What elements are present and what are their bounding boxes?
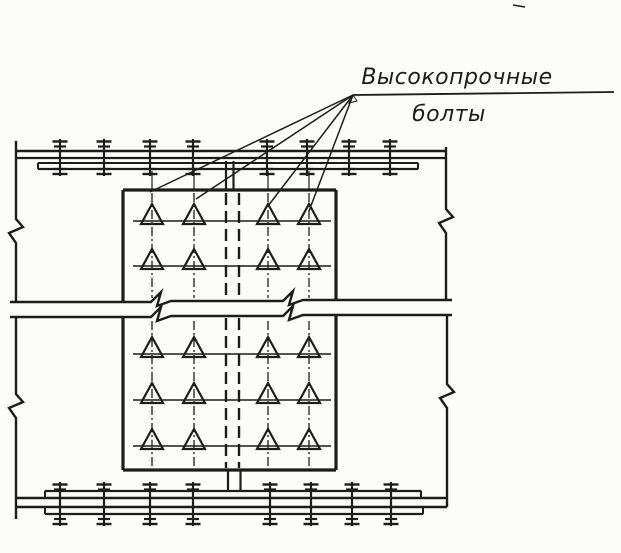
flange-bolt-symbol [384,482,399,526]
leader-line [196,95,353,199]
beam-outline [9,141,454,519]
bottom-flange-splice [16,482,447,526]
beam-left-edge-upper [9,141,23,301]
annotation-label [361,65,552,127]
flange-bolt-symbol [97,482,112,526]
leader-line [150,95,353,192]
flange-bolt-symbol [345,482,360,526]
top-flange-splice [16,139,446,176]
label-line1: Высокопрочные [361,65,553,90]
depth-break-line-upper [10,291,452,306]
label-line2: болты [412,102,486,127]
beam-left-edge-lower [9,316,23,519]
scan-tick [513,5,525,7]
web-splice-plate [123,161,336,492]
depth-break-line-lower [10,306,452,321]
flange-bolt-symbol [53,482,68,526]
flange-bolt-symbol [143,482,158,526]
beam-right-edge-lower [440,316,454,507]
flange-bolt-symbol [186,482,201,526]
flange-bolt-symbol [263,482,278,526]
label-underline-leader [353,92,614,95]
beam-right-edge-upper [439,147,453,301]
scan-artifact-tick [513,5,525,7]
flange-bolt-symbol [304,482,319,526]
